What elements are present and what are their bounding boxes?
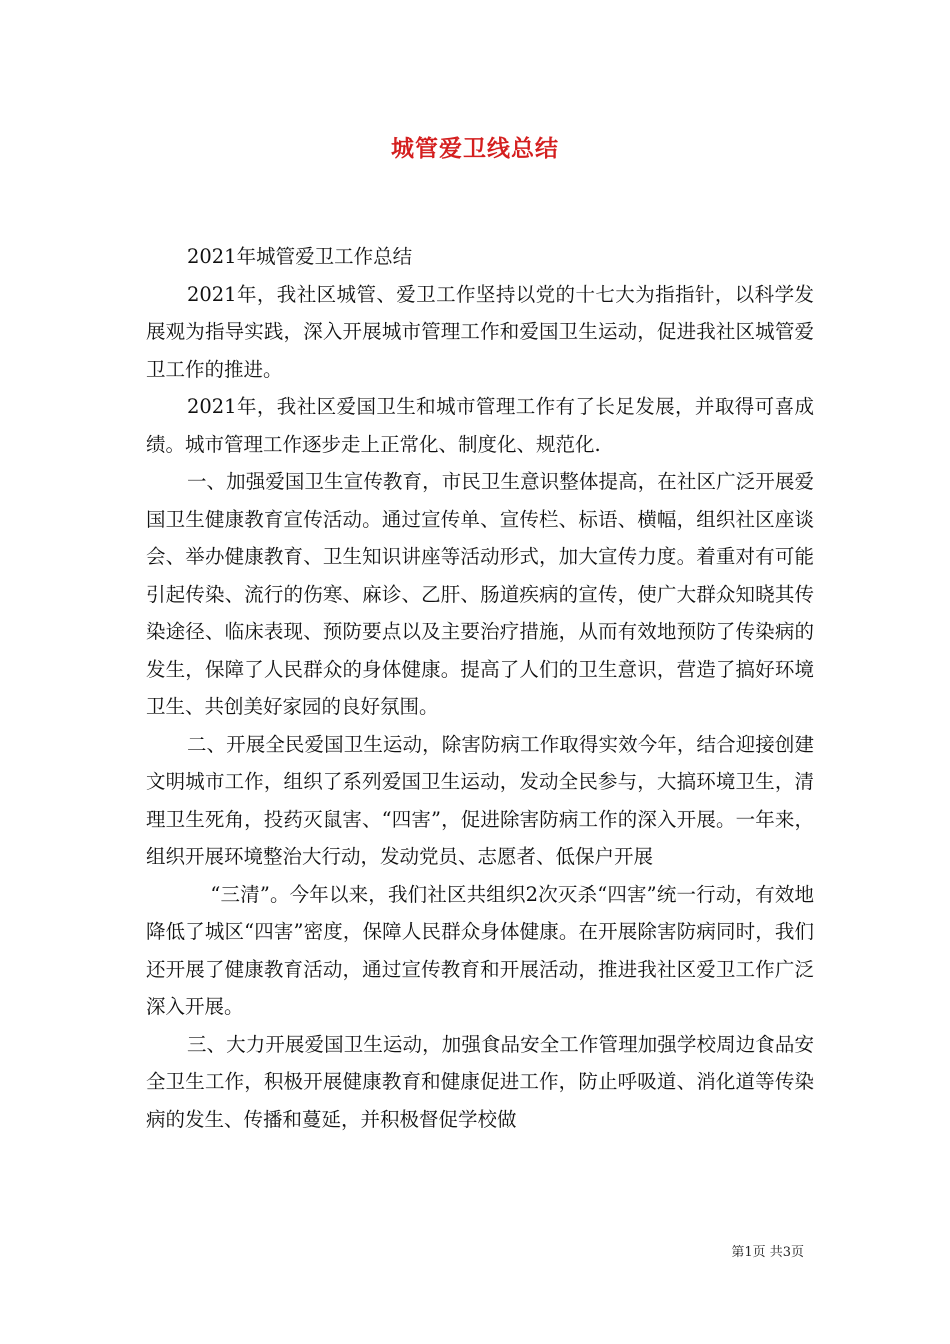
paragraph-2: 2021年，我社区爱国卫生和城市管理工作有了长足发展，并取得可喜成绩。城市管理工作逐步走上正常化、制度化、规范化. [146,395,814,456]
document-body [146,238,814,1138]
paragraph-5: “三清”。今年以来，我们社区共组织2次灭杀“四害”统一行动，有效地降低了城区“四害”密度，保障人民群众身体健康。在开展除害防病同时，我们还开展了健康教育活动，通过宣传教育和开展活动，推进我社区爱卫工作广泛深入开展。 [146,882,814,1018]
paragraph-3: 一、加强爱国卫生宣传教育，市民卫生意识整体提高，在社区广泛开展爱国卫生健康教育宣传活动。通过宣传单、宣传栏、标语、横幅，组织社区座谈会、举办健康教育、卫生知识讲座等活动形式，加大宣传力度。着重对有可能引起传染、流行的伤寒、麻诊、乙肝、肠道疾病的宣传，使广大群众知晓其传染途径、临床表现、预防要点以及主要治疗措施，从而有效地预防了传染病的发生，保障了人民群众的身体健康。提高了人们的卫生意识，营造了搞好环境卫生、共创美好家园的良好氛围。 [146,470,814,718]
document-subtitle: 2021年城管爱卫工作总结 [186,245,413,268]
paragraph-1: 2021年，我社区城管、爱卫工作坚持以党的十七大为指指针，以科学发展观为指导实践，深入开展城市管理工作和爱国卫生运动，促进我社区城管爱卫工作的推进。 [146,282,814,381]
paragraph-4: 二、开展全民爱国卫生运动，除害防病工作取得实效今年，结合迎接创建文明城市工作，组织了系列爱国卫生运动，发动全民参与，大搞环境卫生，清理卫生死角，投药灭鼠害、“四害”，促进除害防病工作的深入开展。一年来，组织开展环境整治大行动，发动党员、志愿者、低保户开展 [146,732,814,868]
document-title: 城管爱卫线总结 [391,135,559,162]
paragraph-6: 三、大力开展爱国卫生运动，加强食品安全工作管理加强学校周边食品安全卫生工作，积极开展健康教育和健康促进工作，防止呼吸道、消化道等传染病的发生、传播和蔓延，并积极督促学校做 [146,1032,814,1131]
page-number: 第1页 共3页 [731,1245,804,1260]
